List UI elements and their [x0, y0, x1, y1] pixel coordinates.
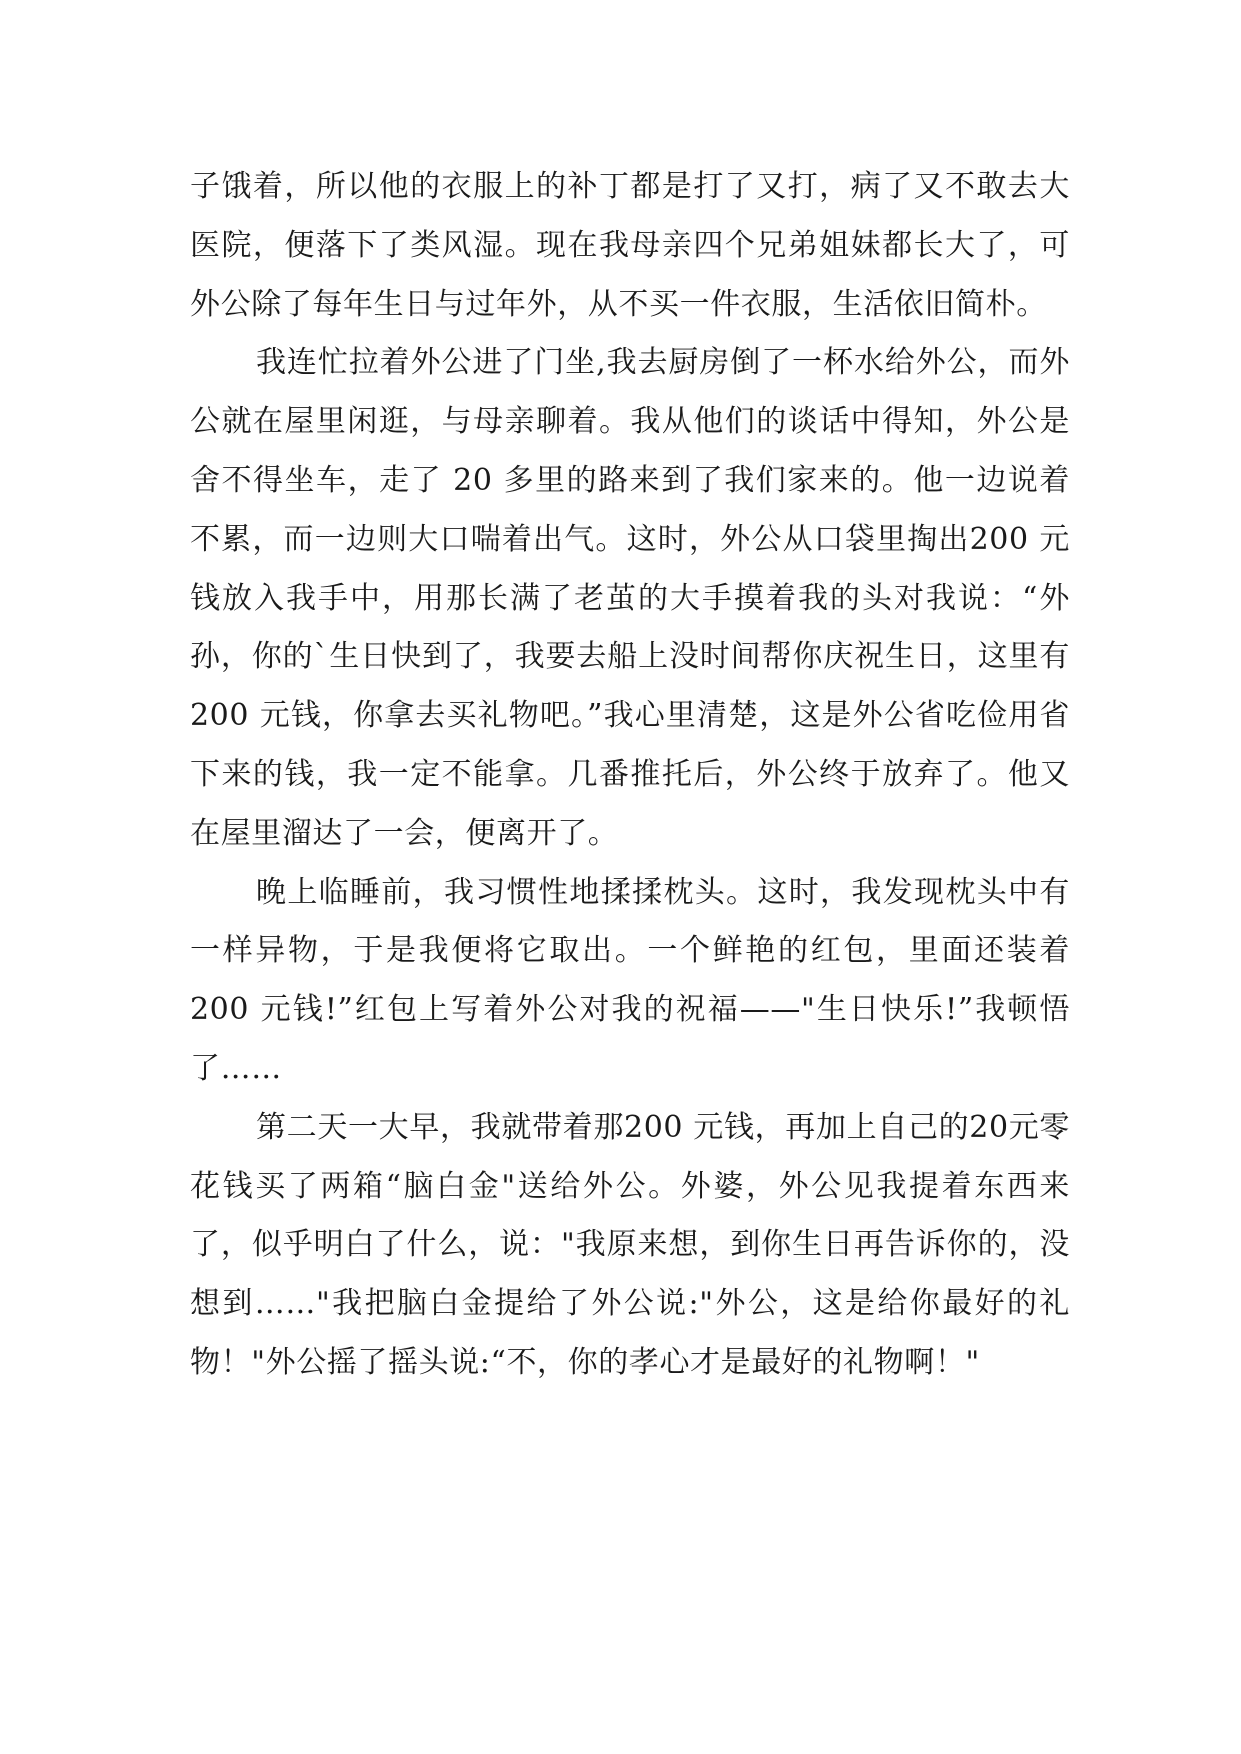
body-text — [190, 158, 1070, 1393]
paragraph-2: 我连忙拉着外公进了门坐,我去厨房倒了一杯水给外公，而外公就在屋里闲逛，与母亲聊着。我从他们的谈话中得知，外公是舍不得坐车，走了 20 多里的路来到了我们家来的。他一边说着不累，而一边则大口喘着出气。这时，外公从口袋里掏出200 元钱放入我手中，用那长满了老茧的大手摸着我的头对我说：“外孙，你的`生日快到了，我要去船上没时间帮你庆祝生日，这里有 200 元钱，你拿去买礼物吧。”我心里清楚，这是外公省吃俭用省下来的钱，我一定不能拿。几番推托后，外公终于放弃了。他又在屋里溜达了一会，便离开了。 — [190, 345, 1070, 851]
paragraph-1: 子饿着，所以他的衣服上的补丁都是打了又打，病了又不敢去大医院，便落下了类风湿。现在我母亲四个兄弟姐妹都长大了，可外公除了每年生日与过年外，从不买一件衣服，生活依旧简朴。 — [190, 169, 1070, 322]
paragraph-3: 晚上临睡前，我习惯性地揉揉枕头。这时，我发现枕头中有一样异物，于是我便将它取出。一个鲜艳的红包，里面还装着 200 元钱!”红包上写着外公对我的祝福——"生日快乐!”我顿悟了…… — [190, 874, 1070, 1086]
paragraph-4: 第二天一大早，我就带着那200 元钱，再加上自己的20元零花钱买了两箱“脑白金"送给外公。外婆，外公见我提着东西来了，似乎明白了什么，说："我原来想，到你生日再告诉你的，没想到……"我把脑白金提给了外公说:"外公，这是给你最好的礼物！"外公摇了摇头说:“不，你的孝心才是最好的礼物啊！" — [190, 1109, 1070, 1380]
